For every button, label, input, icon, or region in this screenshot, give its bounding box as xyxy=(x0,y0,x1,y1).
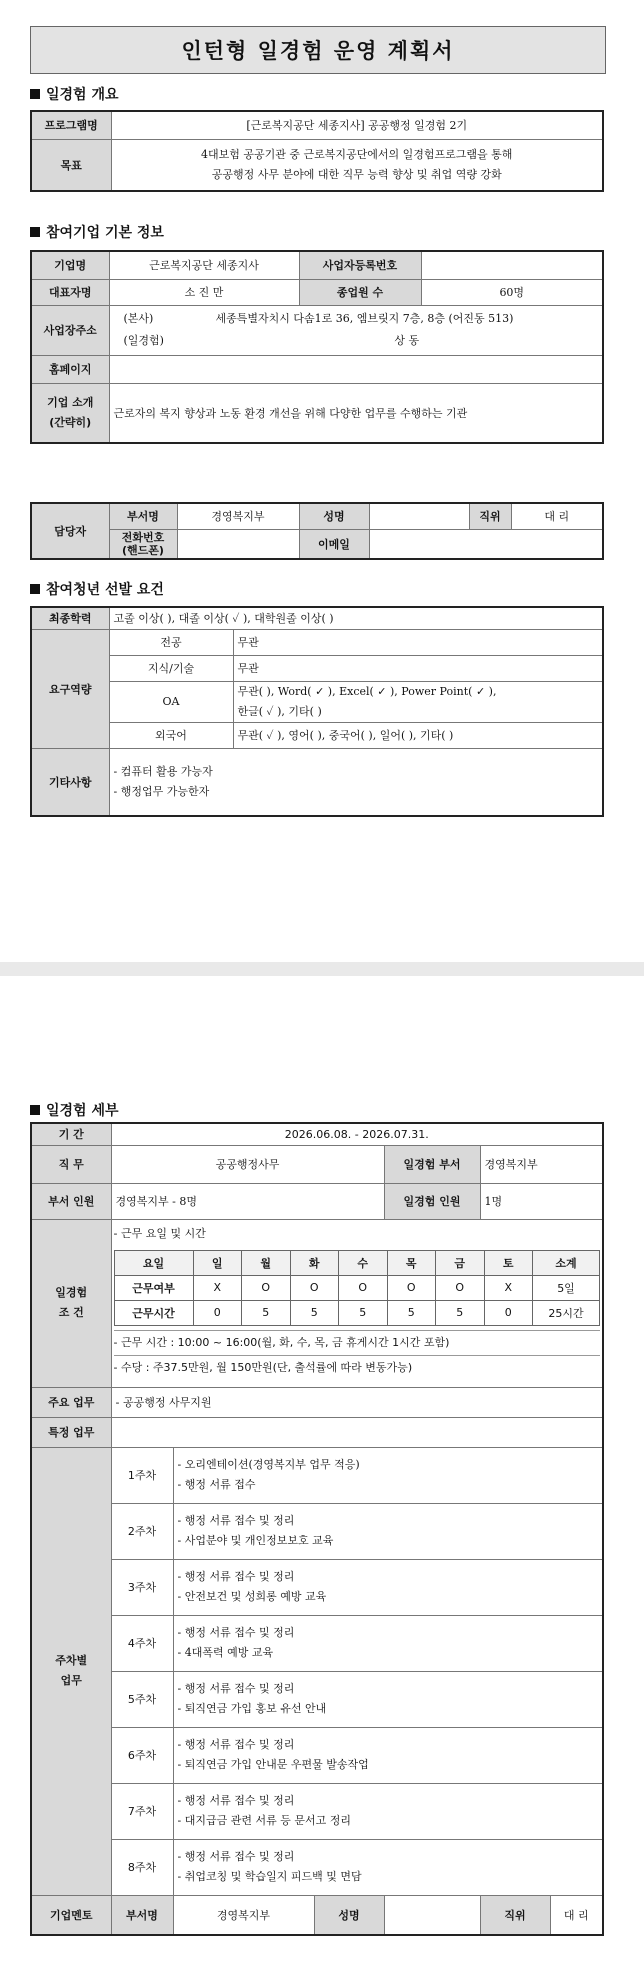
rep-label: 대표자명 xyxy=(31,279,109,305)
contact-dept-value: 경영복지부 xyxy=(177,503,299,529)
square-bullet-icon xyxy=(30,89,40,99)
contact-email-label: 이메일 xyxy=(299,529,369,559)
contact-name-value xyxy=(369,503,469,529)
week-tasks: - 행정 서류 접수 및 정리 - 퇴직연금 가입 안내문 우편물 발송작업 xyxy=(173,1727,603,1783)
detail-dept-label: 일경험 부서 xyxy=(384,1145,480,1183)
company-name-value: 근로복지공단 세종지사 xyxy=(109,251,299,279)
intern-value: 1명 xyxy=(480,1183,603,1219)
mentor-dept-value: 경영복지부 xyxy=(173,1895,314,1935)
homepage-value xyxy=(109,355,603,383)
schedule-table xyxy=(114,1250,601,1326)
period-value: 2026.06.08. - 2026.07.31. xyxy=(111,1123,603,1145)
company-name-label: 기업명 xyxy=(31,251,109,279)
intern-label: 일경험 인원 xyxy=(384,1183,480,1219)
schedule-row-label: 근무시간 xyxy=(114,1300,193,1325)
requirements-table xyxy=(30,606,604,817)
addr-hq-tag: (본사) xyxy=(123,312,154,325)
week-label: 3주차 xyxy=(111,1559,173,1615)
week-tasks: - 오리엔테이션(경영복지부 업무 적응) - 행정 서류 접수 xyxy=(173,1447,603,1503)
week-tasks: - 행정 서류 접수 및 정리 - 퇴직연금 가입 홍보 유선 안내 xyxy=(173,1671,603,1727)
square-bullet-icon xyxy=(30,227,40,237)
week-tasks: - 행정 서류 접수 및 정리 - 안전보건 및 성희롱 예방 교육 xyxy=(173,1559,603,1615)
overview-table xyxy=(30,110,604,192)
page-1 xyxy=(0,0,644,962)
comp-label: 요구역량 xyxy=(31,629,109,748)
week-tasks: - 행정 서류 접수 및 정리 - 4대폭력 예방 교육 xyxy=(173,1615,603,1671)
addr-work-value: 상 동 xyxy=(394,334,420,347)
schedule-cell: 25시간 xyxy=(533,1300,600,1325)
schedule-cell: 5 xyxy=(387,1300,436,1325)
detail-table xyxy=(30,1122,604,1936)
schedule-header: 화 xyxy=(290,1250,339,1275)
program-label: 프로그램명 xyxy=(31,111,111,139)
addr-hq-value: 세종특별자치시 다솜1로 36, 엠브릿지 7층, 8층 (어진동 513) xyxy=(215,312,514,325)
major-label: 전공 xyxy=(109,629,233,655)
week-tasks: - 행정 서류 접수 및 정리 - 취업코칭 및 학습일지 피드백 및 면담 xyxy=(173,1839,603,1895)
schedule-header: 토 xyxy=(484,1250,533,1275)
period-label: 기 간 xyxy=(31,1123,111,1145)
goal-value xyxy=(111,139,603,191)
schedule-cell: 5 xyxy=(339,1300,388,1325)
major-value: 무관 xyxy=(233,629,603,655)
contact-label: 담당자 xyxy=(31,503,109,559)
schedule-header: 일 xyxy=(193,1250,242,1275)
skill-label: 지식/기술 xyxy=(109,655,233,681)
mentor-pos-label: 직위 xyxy=(480,1895,550,1935)
schedule-header: 목 xyxy=(387,1250,436,1275)
week-tasks: - 행정 서류 접수 및 정리 - 사업분야 및 개인정보보호 교육 xyxy=(173,1503,603,1559)
schedule-header: 수 xyxy=(339,1250,388,1275)
square-bullet-icon xyxy=(30,1105,40,1115)
addr-work-tag: (일경험) xyxy=(123,334,164,347)
schedule-cell: O xyxy=(387,1275,436,1300)
special-value xyxy=(111,1417,603,1447)
contact-pos-label: 직위 xyxy=(469,503,511,529)
week-label: 5주차 xyxy=(111,1671,173,1727)
company-table xyxy=(30,250,604,444)
emp-label: 종업원 수 xyxy=(299,279,421,305)
section-heading-overview: 일경험 개요 xyxy=(30,84,119,104)
etc-value: - 컴퓨터 활용 가능자 - 행정업무 가능한자 xyxy=(109,748,603,816)
cond-value xyxy=(111,1219,603,1387)
schedule-header: 금 xyxy=(436,1250,485,1275)
schedule-cell: 5 xyxy=(290,1300,339,1325)
schedule-cell: 5 xyxy=(436,1300,485,1325)
mentor-pos-value: 대 리 xyxy=(550,1895,603,1935)
week-label: 7주차 xyxy=(111,1783,173,1839)
schedule-header: 월 xyxy=(242,1250,291,1275)
bizno-label: 사업자등록번호 xyxy=(299,251,421,279)
schedule-cell: 0 xyxy=(193,1300,242,1325)
staff-value: 경영복지부 - 8명 xyxy=(111,1183,384,1219)
schedule-cell: 5일 xyxy=(533,1275,600,1300)
schedule-cell: 5 xyxy=(242,1300,291,1325)
etc-label: 기타사항 xyxy=(31,748,109,816)
mentor-dept-label: 부서명 xyxy=(111,1895,173,1935)
lang-value: 무관( ✓ ), 영어( ), 중국어( ), 일어( ), 기타( ) xyxy=(233,722,603,748)
cond-time: - 근무 시간 : 10:00 ~ 16:00(월, 화, 수, 목, 금 휴게시간 1시간 포함) xyxy=(114,1330,601,1355)
section-heading-requirements: 참여청년 선발 요건 xyxy=(30,579,164,599)
weekly-label: 주차별 업무 xyxy=(31,1447,111,1895)
rep-value: 소 진 만 xyxy=(109,279,299,305)
goal-line-2: 공공행정 사무 분야에 대한 직무 능력 향상 및 취업 역량 강화 xyxy=(211,167,502,181)
schedule-header: 요일 xyxy=(114,1250,193,1275)
goal-label: 목표 xyxy=(31,139,111,191)
cond-pay: - 수당 : 주37.5만원, 월 150만원(단, 출석률에 따라 변동가능) xyxy=(114,1355,601,1380)
section-heading-company: 참여기업 기본 정보 xyxy=(30,222,164,242)
week-label: 8주차 xyxy=(111,1839,173,1895)
intro-label: 기업 소개 (간략히) xyxy=(31,383,109,443)
homepage-label: 홈페이지 xyxy=(31,355,109,383)
schedule-cell: O xyxy=(290,1275,339,1300)
detail-dept-value: 경영복지부 xyxy=(480,1145,603,1183)
edu-label: 최종학력 xyxy=(31,607,109,629)
mentor-name-value xyxy=(384,1895,480,1935)
schedule-cell: 0 xyxy=(484,1300,533,1325)
emp-value: 60명 xyxy=(421,279,603,305)
schedule-row-label: 근무여부 xyxy=(114,1275,193,1300)
week-label: 1주차 xyxy=(111,1447,173,1503)
main-label: 주요 업무 xyxy=(31,1387,111,1417)
skill-value: 무관 xyxy=(233,655,603,681)
schedule-cell: O xyxy=(339,1275,388,1300)
cond-head: - 근무 요일 및 시간 xyxy=(113,1226,206,1240)
special-label: 특정 업무 xyxy=(31,1417,111,1447)
job-value: 공공행정사무 xyxy=(111,1145,384,1183)
schedule-row xyxy=(114,1300,600,1325)
contact-phone-label: 전화번호 (핸드폰) xyxy=(109,529,177,559)
schedule-row xyxy=(114,1275,600,1300)
intro-value: 근로자의 복지 향상과 노동 환경 개선을 위해 다양한 업무를 수행하는 기관 xyxy=(109,383,603,443)
staff-label: 부서 인원 xyxy=(31,1183,111,1219)
main-value: - 공공행정 사무지원 xyxy=(111,1387,603,1417)
contact-dept-label: 부서명 xyxy=(109,503,177,529)
oa-label: OA xyxy=(109,681,233,722)
contact-name-label: 성명 xyxy=(299,503,369,529)
schedule-header: 소계 xyxy=(533,1250,600,1275)
schedule-cell: O xyxy=(242,1275,291,1300)
mentor-label: 기업멘토 xyxy=(31,1895,111,1935)
week-tasks: - 행정 서류 접수 및 정리 - 대지급금 관련 서류 등 문서고 정리 xyxy=(173,1783,603,1839)
contact-phone-value xyxy=(177,529,299,559)
lang-label: 외국어 xyxy=(109,722,233,748)
bizno-value xyxy=(421,251,603,279)
cond-label: 일경험 조 건 xyxy=(31,1219,111,1387)
schedule-cell: X xyxy=(193,1275,242,1300)
page-2 xyxy=(0,976,644,1974)
program-value: [근로복지공단 세종지사] 공공행정 일경험 2기 xyxy=(111,111,603,139)
edu-value: 고졸 이상( ), 대졸 이상( ✓ ), 대학원졸 이상( ) xyxy=(109,607,603,629)
goal-line-1: 4대보험 공공기관 중 근로복지공단에서의 일경험프로그램을 통해 xyxy=(201,147,513,161)
oa-value: 무관( ), Word( ✓ ), Excel( ✓ ), Power Point( ✓ ), 한글( ✓ ), 기타( ) xyxy=(233,681,603,722)
mentor-name-label: 성명 xyxy=(314,1895,384,1935)
week-label: 4주차 xyxy=(111,1615,173,1671)
document-title: 인턴형 일경험 운영 계획서 xyxy=(30,26,606,74)
schedule-cell: X xyxy=(484,1275,533,1300)
schedule-header-row xyxy=(114,1250,600,1275)
addr-value xyxy=(109,305,603,355)
schedule-cell: O xyxy=(436,1275,485,1300)
week-label: 6주차 xyxy=(111,1727,173,1783)
addr-label: 사업장주소 xyxy=(31,305,109,355)
square-bullet-icon xyxy=(30,584,40,594)
contact-table xyxy=(30,502,604,560)
week-label: 2주차 xyxy=(111,1503,173,1559)
section-heading-detail: 일경험 세부 xyxy=(30,1100,119,1120)
contact-email-value xyxy=(369,529,603,559)
contact-pos-value: 대 리 xyxy=(511,503,603,529)
job-label: 직 무 xyxy=(31,1145,111,1183)
